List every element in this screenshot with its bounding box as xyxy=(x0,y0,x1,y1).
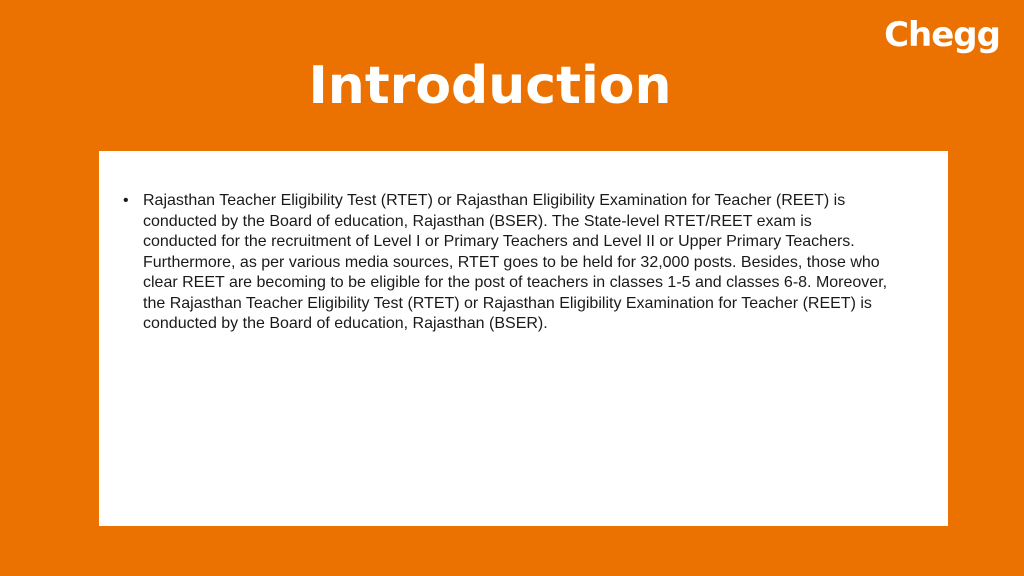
chegg-logo: Chegg xyxy=(884,15,1000,55)
bullet-list xyxy=(123,191,888,335)
bullet-dot-icon: • xyxy=(123,192,129,209)
content-card xyxy=(99,151,948,526)
bullet-text: Rajasthan Teacher Eligibility Test (RTET) or Rajasthan Eligibility Examination for Teacher (REET) is conducted by the Board of education, Rajasthan (BSER). The State-level RTET/REET exam is conducted for the recruitment of Level I or Primary Teachers and Level II or Upper Primary Teachers. Furthermore, as per various media sources, RTET goes to be held for 32,000 posts. Besides, those who clear REET are becoming to be eligible for the post of teachers in classes 1-5 and classes 6-8. Moreover, the Rajasthan Teacher Eligibility Test (RTET) or Rajasthan Eligibility Examination for Teacher (REET) is conducted by the Board of education, Rajasthan (BSER). xyxy=(143,192,888,332)
bullet-item xyxy=(123,191,888,335)
slide-title: Introduction xyxy=(308,56,672,116)
